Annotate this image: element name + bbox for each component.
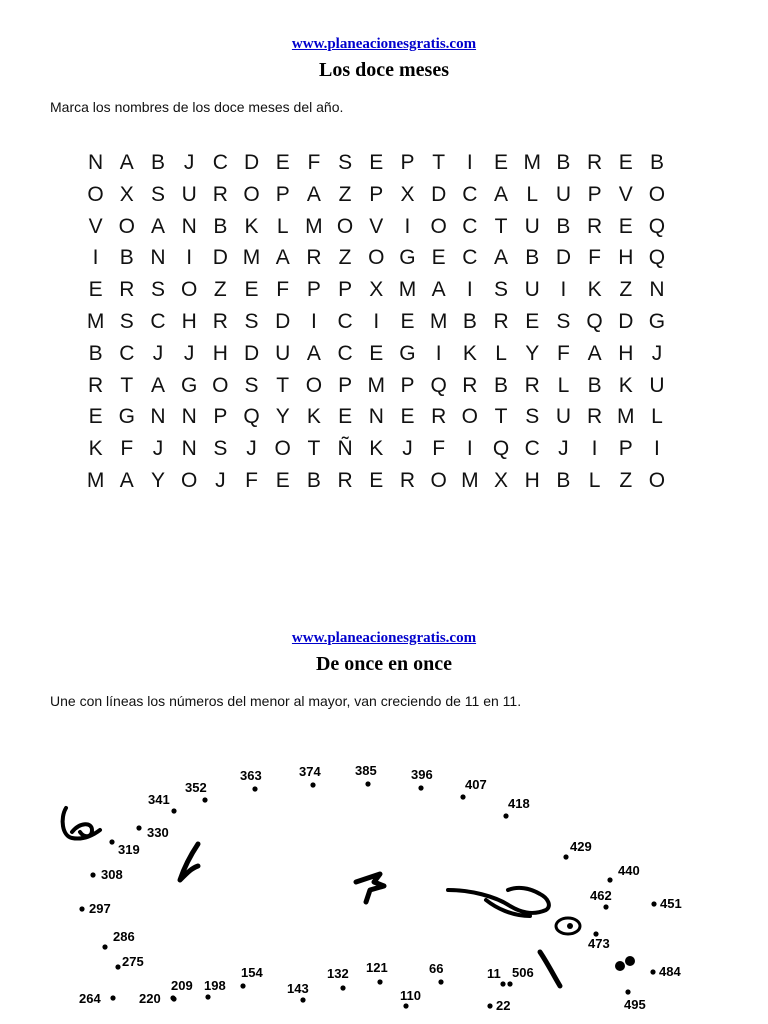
grid-letter[interactable]: E <box>369 468 384 492</box>
grid-letter[interactable]: L <box>526 182 539 206</box>
grid-letter[interactable]: G <box>399 341 416 365</box>
dot-point[interactable] <box>625 989 630 994</box>
grid-letter[interactable]: O <box>430 468 447 492</box>
grid-letter[interactable]: B <box>213 214 228 238</box>
dot-number-label: 154 <box>241 965 263 980</box>
dot-point[interactable] <box>563 854 568 859</box>
grid-letter[interactable]: I <box>654 437 660 461</box>
grid-letter[interactable]: B <box>306 468 321 492</box>
grid-letter[interactable]: R <box>212 309 228 333</box>
grid-letter[interactable]: S <box>244 309 259 333</box>
grid-letter[interactable]: U <box>649 373 665 397</box>
grid-letter[interactable]: D <box>618 309 634 333</box>
grid-letter[interactable]: C <box>462 182 478 206</box>
grid-letter[interactable]: Q <box>492 437 510 461</box>
grid-letter[interactable]: U <box>275 341 291 365</box>
grid-letter[interactable]: Q <box>586 309 603 333</box>
grid-letter[interactable]: U <box>555 182 571 206</box>
grid-letter[interactable]: R <box>587 214 603 238</box>
grid-letter[interactable]: S <box>150 278 165 302</box>
grid-letter[interactable]: M <box>461 468 479 492</box>
dot-number-label: 352 <box>185 780 207 795</box>
grid-letter[interactable]: O <box>430 214 447 238</box>
grid-letter[interactable]: D <box>431 182 447 206</box>
dot-number-label: 143 <box>287 981 309 996</box>
grid-letter[interactable]: K <box>587 278 602 302</box>
dot-point[interactable] <box>377 979 382 984</box>
scribble-mark <box>63 808 100 839</box>
dot-number-label: 506 <box>512 965 534 980</box>
dot-number-label: 11 <box>487 966 501 981</box>
grid-letter[interactable]: Y <box>525 341 540 365</box>
grid-letter[interactable]: J <box>651 341 663 365</box>
grid-letter[interactable]: P <box>400 373 415 397</box>
grid-letter[interactable]: V <box>369 214 384 238</box>
grid-letter[interactable]: D <box>243 151 260 174</box>
grid-letter[interactable]: P <box>275 182 290 206</box>
dot-point[interactable] <box>79 906 84 911</box>
grid-letter[interactable]: L <box>557 373 570 397</box>
grid-letter[interactable]: F <box>307 151 321 174</box>
grid-letter[interactable]: R <box>399 468 416 492</box>
grid-letter[interactable]: F <box>276 278 290 302</box>
grid-letter[interactable]: R <box>431 405 447 429</box>
grid-letter[interactable]: D <box>555 246 571 270</box>
grid-letter[interactable]: O <box>305 373 323 397</box>
grid-letter[interactable]: M <box>523 151 541 174</box>
grid-letter[interactable]: Y <box>275 405 290 429</box>
dot-point[interactable] <box>90 872 95 877</box>
grid-letter[interactable]: P <box>213 405 228 429</box>
grid-letter[interactable]: N <box>150 405 166 429</box>
grid-letter[interactable]: J <box>183 341 195 365</box>
grid-letter[interactable]: R <box>306 246 322 270</box>
grid-letter[interactable]: P <box>618 437 633 461</box>
dot-point[interactable] <box>403 1003 408 1008</box>
grid-letter[interactable]: H <box>618 341 634 365</box>
grid-letter[interactable]: P <box>306 278 321 302</box>
grid-letter[interactable]: H <box>524 468 540 492</box>
dot-point[interactable] <box>136 825 141 830</box>
grid-letter[interactable]: X <box>494 468 509 492</box>
grid-letter[interactable]: R <box>88 373 104 397</box>
grid-letter[interactable]: N <box>181 405 197 429</box>
dot-point[interactable] <box>252 786 257 791</box>
grid-letter[interactable]: B <box>150 151 165 174</box>
dot-number-label: 297 <box>89 901 111 916</box>
grid-letter[interactable]: R <box>337 468 353 492</box>
word-search-grid <box>80 147 673 497</box>
dot-number-label: 275 <box>122 954 144 969</box>
grid-letter[interactable]: H <box>181 309 197 333</box>
grid-letter[interactable]: O <box>274 437 291 461</box>
grid-letter[interactable]: L <box>495 341 507 365</box>
grid-letter[interactable]: E <box>369 341 384 365</box>
grid-letter[interactable]: E <box>275 151 290 174</box>
grid-letter[interactable]: I <box>466 151 473 174</box>
grid-letter[interactable]: J <box>246 437 257 461</box>
grid-letter[interactable]: K <box>369 437 384 461</box>
grid-letter[interactable]: S <box>150 182 165 206</box>
grid-letter[interactable]: G <box>180 373 198 397</box>
grid-letter[interactable]: Y <box>150 468 165 492</box>
grid-letter[interactable]: Q <box>243 405 260 429</box>
grid-letter[interactable]: O <box>648 182 666 206</box>
grid-letter[interactable]: P <box>369 182 384 206</box>
grid-letter[interactable]: B <box>119 246 134 270</box>
grid-letter[interactable]: V <box>618 182 633 206</box>
grid-letter[interactable]: F <box>588 246 601 270</box>
grid-letter[interactable]: I <box>373 309 380 333</box>
dot-number-label: 374 <box>299 764 321 779</box>
dot-point[interactable] <box>487 1003 492 1008</box>
grid-letter[interactable]: N <box>181 437 197 461</box>
page-title: Los doce meses <box>319 59 449 81</box>
grid-letter[interactable]: T <box>432 151 446 174</box>
grid-letter[interactable]: K <box>244 214 259 238</box>
grid-letter[interactable]: N <box>368 405 384 429</box>
grid-letter[interactable]: D <box>275 309 291 333</box>
grid-letter[interactable]: E <box>400 309 415 333</box>
dot-number-label: 407 <box>465 777 487 792</box>
grid-letter[interactable]: K <box>88 437 103 461</box>
grid-letter[interactable]: J <box>152 341 164 365</box>
grid-letter[interactable]: R <box>587 151 603 174</box>
grid-letter[interactable]: B <box>649 151 664 174</box>
grid-letter[interactable]: E <box>400 405 415 429</box>
dot-point[interactable] <box>171 808 176 813</box>
dot-point[interactable] <box>503 813 508 818</box>
grid-letter[interactable]: C <box>524 437 540 461</box>
connect-dots-puzzle <box>0 740 768 1024</box>
grid-letter[interactable]: I <box>591 437 598 461</box>
grid-letter[interactable]: F <box>245 468 258 492</box>
grid-letter[interactable]: P <box>338 373 353 397</box>
dot-point[interactable] <box>603 904 608 909</box>
dot-point[interactable] <box>171 996 176 1001</box>
grid-letter[interactable]: N <box>88 151 104 174</box>
grid-letter[interactable]: N <box>150 246 166 270</box>
grid-letter[interactable]: U <box>181 182 197 206</box>
grid-letter[interactable]: Z <box>338 182 352 206</box>
grid-letter[interactable]: R <box>212 182 228 206</box>
grid-letter[interactable]: H <box>618 246 634 270</box>
grid-letter[interactable]: U <box>524 278 540 302</box>
grid-letter[interactable]: X <box>400 182 415 206</box>
dot-number-label: 418 <box>508 796 530 811</box>
website-link-2[interactable]: www.planeacionesgratis.com <box>291 630 477 646</box>
grid-letter[interactable]: J <box>215 468 226 492</box>
grid-letter[interactable]: P <box>400 151 415 174</box>
grid-letter[interactable]: E <box>618 214 633 238</box>
grid-letter[interactable]: N <box>649 278 665 302</box>
grid-letter[interactable]: A <box>431 278 446 302</box>
fin-mark <box>356 874 384 902</box>
grid-letter[interactable]: A <box>306 182 321 206</box>
grid-letter[interactable]: S <box>244 373 259 397</box>
grid-letter[interactable]: K <box>462 341 477 365</box>
dot-number-label: 385 <box>355 763 377 778</box>
grid-letter[interactable]: E <box>275 468 290 492</box>
grid-letter[interactable]: R <box>493 309 509 333</box>
grid-letter[interactable]: C <box>337 341 353 365</box>
grid-letter[interactable]: M <box>367 373 386 397</box>
grid-letter[interactable]: Q <box>430 373 447 397</box>
grid-letter[interactable]: E <box>88 278 103 302</box>
dot-number-label: 319 <box>118 842 140 857</box>
grid-letter[interactable]: S <box>556 309 571 333</box>
grid-letter[interactable]: A <box>119 468 134 492</box>
grid-letter[interactable]: B <box>525 246 540 270</box>
grid-letter[interactable]: R <box>119 278 135 302</box>
dot-number-label: 363 <box>240 768 262 783</box>
dot-number-label: 495 <box>624 997 646 1012</box>
grid-letter[interactable]: C <box>212 151 228 174</box>
grid-letter[interactable]: O <box>180 278 198 302</box>
grid-letter[interactable]: M <box>305 214 323 238</box>
grid-letter[interactable]: K <box>618 373 633 397</box>
dot-point[interactable] <box>507 981 512 986</box>
grid-letter[interactable]: I <box>404 214 411 238</box>
grid-letter[interactable]: A <box>306 341 321 365</box>
grid-letter[interactable]: B <box>462 309 477 333</box>
instructions-text: Marca los nombres de los doce meses del año. <box>50 99 344 115</box>
grid-letter[interactable]: U <box>524 214 540 238</box>
grid-letter[interactable]: R <box>587 405 603 429</box>
grid-letter[interactable]: E <box>494 151 509 174</box>
grid-letter[interactable]: G <box>399 246 416 270</box>
grid-letter[interactable]: Q <box>648 246 666 270</box>
mouth-mark <box>448 888 549 916</box>
dot-number-label: 22 <box>496 998 511 1013</box>
dot-point[interactable] <box>202 797 207 802</box>
grid-letter[interactable]: R <box>462 373 478 397</box>
grid-letter[interactable]: O <box>212 373 229 397</box>
dot-point[interactable] <box>109 839 114 844</box>
grid-letter[interactable]: Z <box>338 246 352 270</box>
grid-letter[interactable]: A <box>494 182 509 206</box>
grid-letter[interactable]: P <box>338 278 353 302</box>
grid-letter[interactable]: O <box>336 214 354 238</box>
grid-letter[interactable]: M <box>398 278 417 302</box>
grid-letter[interactable]: E <box>338 405 353 429</box>
grid-letter[interactable]: S <box>525 405 540 429</box>
grid-letter[interactable]: H <box>212 341 228 365</box>
dot-number-label: 440 <box>618 863 640 878</box>
grid-letter[interactable]: S <box>494 278 509 302</box>
dot-point[interactable] <box>110 995 115 1000</box>
website-link[interactable]: www.planeacionesgratis.com <box>291 36 477 52</box>
grid-letter[interactable]: B <box>556 214 571 238</box>
grid-letter[interactable]: E <box>431 246 446 270</box>
grid-letter[interactable]: R <box>524 373 540 397</box>
grid-letter[interactable]: K <box>306 405 321 429</box>
fin-mark-2 <box>540 952 560 986</box>
grid-letter[interactable]: Ñ <box>337 437 353 461</box>
dot-number-label: 462 <box>590 888 612 903</box>
grid-letter[interactable]: V <box>88 214 103 238</box>
dot-number-label: 484 <box>659 964 681 979</box>
grid-letter[interactable]: J <box>402 437 413 461</box>
dot-number-label: 451 <box>660 896 682 911</box>
dot-number-label: 396 <box>411 767 433 782</box>
grid-letter[interactable]: D <box>243 341 260 365</box>
grid-letter[interactable]: O <box>243 182 260 206</box>
grid-letter[interactable]: L <box>588 468 601 492</box>
grid-letter[interactable]: Z <box>213 278 227 302</box>
dot-point[interactable] <box>460 794 465 799</box>
grid-letter[interactable]: C <box>150 309 166 333</box>
grid-letter[interactable]: N <box>181 214 197 238</box>
grid-letter[interactable]: F <box>432 437 446 461</box>
grid-letter[interactable]: P <box>587 182 602 206</box>
grid-letter[interactable]: S <box>119 309 134 333</box>
grid-letter[interactable]: C <box>462 246 478 270</box>
eyebrow-mark <box>180 844 198 880</box>
grid-letter[interactable]: I <box>466 278 473 302</box>
dot-point[interactable] <box>607 877 612 882</box>
grid-letter[interactable]: T <box>494 405 508 429</box>
grid-letter[interactable]: B <box>587 373 602 397</box>
grid-letter[interactable]: M <box>242 246 261 270</box>
dot-point[interactable] <box>365 781 370 786</box>
grid-letter[interactable]: A <box>587 341 602 365</box>
grid-letter[interactable]: I <box>186 246 193 270</box>
grid-letter[interactable]: B <box>494 373 509 397</box>
grid-letter[interactable]: A <box>275 246 290 270</box>
grid-letter[interactable]: I <box>92 246 99 270</box>
dot-number-label: 66 <box>429 961 444 976</box>
grid-letter[interactable]: B <box>556 151 571 174</box>
grid-letter[interactable]: L <box>651 405 663 429</box>
dot-number-label: 264 <box>79 991 101 1006</box>
grid-letter[interactable]: J <box>558 437 569 461</box>
grid-letter[interactable]: X <box>119 182 134 206</box>
dot-point[interactable] <box>300 997 305 1002</box>
dot-point[interactable] <box>418 785 423 790</box>
grid-letter[interactable]: Z <box>619 468 633 492</box>
dot-number-label: 429 <box>570 839 592 854</box>
dot-point[interactable] <box>340 985 345 990</box>
dot-number-label: 132 <box>327 966 349 981</box>
dot-point[interactable] <box>651 901 656 906</box>
grid-letter[interactable]: U <box>555 405 571 429</box>
dot-point[interactable] <box>205 994 210 999</box>
grid-letter[interactable]: B <box>556 468 571 492</box>
grid-letter[interactable]: A <box>494 246 509 270</box>
grid-letter[interactable]: A <box>119 151 134 174</box>
dot-number-label: 330 <box>147 825 169 840</box>
grid-letter[interactable]: C <box>119 341 135 365</box>
grid-letter[interactable]: O <box>118 214 135 238</box>
grid-letter[interactable]: O <box>368 246 385 270</box>
grid-letter[interactable]: O <box>648 468 666 492</box>
grid-letter[interactable]: E <box>244 278 259 302</box>
grid-letter[interactable]: C <box>462 214 478 238</box>
grid-letter[interactable]: F <box>556 341 570 365</box>
grid-letter[interactable]: L <box>276 214 289 238</box>
dot-number-label: 220 <box>139 991 161 1006</box>
grid-letter[interactable]: I <box>466 437 473 461</box>
grid-letter[interactable]: E <box>369 151 384 174</box>
dot-point[interactable] <box>650 969 655 974</box>
grid-letter[interactable]: E <box>88 405 103 429</box>
grid-letter[interactable]: X <box>369 278 384 302</box>
dot-point[interactable] <box>310 782 315 787</box>
grid-letter[interactable]: O <box>461 405 479 429</box>
grid-letter[interactable]: I <box>435 341 442 365</box>
grid-letter[interactable]: S <box>338 151 353 174</box>
dot-number-label: 110 <box>400 988 421 1003</box>
dot-number-label: 341 <box>148 792 170 807</box>
grid-letter[interactable]: T <box>120 373 134 397</box>
grid-letter[interactable]: O <box>180 468 198 492</box>
grid-letter[interactable]: M <box>617 405 635 429</box>
grid-letter[interactable]: G <box>118 405 135 429</box>
dot-number-label: 473 <box>588 936 610 951</box>
grid-letter[interactable]: F <box>120 437 134 461</box>
grid-letter[interactable]: D <box>212 246 228 270</box>
dot-number-label: 286 <box>113 929 135 944</box>
grid-letter[interactable]: Z <box>619 278 633 302</box>
dot-point[interactable] <box>500 981 505 986</box>
grid-letter[interactable]: G <box>648 309 666 333</box>
grid-letter[interactable]: S <box>213 437 228 461</box>
grid-letter[interactable]: M <box>429 309 448 333</box>
section-title: De once en once <box>315 653 453 675</box>
grid-letter[interactable]: A <box>150 214 165 238</box>
grid-letter[interactable]: I <box>560 278 567 302</box>
grid-letter[interactable]: E <box>618 151 633 174</box>
grid-letter[interactable]: Q <box>648 214 666 238</box>
dot-number-label: 209 <box>171 978 193 993</box>
grid-letter[interactable]: E <box>525 309 540 333</box>
dot-number-label: 121 <box>366 960 388 975</box>
grid-letter[interactable]: A <box>150 373 165 397</box>
grid-letter[interactable]: T <box>276 373 290 397</box>
dot-point[interactable] <box>115 964 120 969</box>
dot-number-label: 198 <box>204 978 226 993</box>
grid-letter[interactable]: M <box>86 468 105 492</box>
grid-letter[interactable]: I <box>310 309 317 333</box>
dot-number-label: 308 <box>101 867 123 882</box>
grid-letter[interactable]: J <box>183 151 195 174</box>
grid-letter[interactable]: J <box>152 437 164 461</box>
grid-letter[interactable]: O <box>87 182 104 206</box>
grid-letter[interactable]: T <box>307 437 321 461</box>
grid-letter[interactable]: T <box>494 214 508 238</box>
dot-point[interactable] <box>438 979 443 984</box>
instructions-text-2: Une con líneas los números del menor al mayor, van creciendo de 11 en 11. <box>50 693 522 709</box>
grid-letter[interactable]: B <box>88 341 103 365</box>
grid-letter[interactable]: C <box>337 309 353 333</box>
dot-point[interactable] <box>240 983 245 988</box>
grid-letter[interactable]: M <box>86 309 105 333</box>
dot-point[interactable] <box>102 944 107 949</box>
